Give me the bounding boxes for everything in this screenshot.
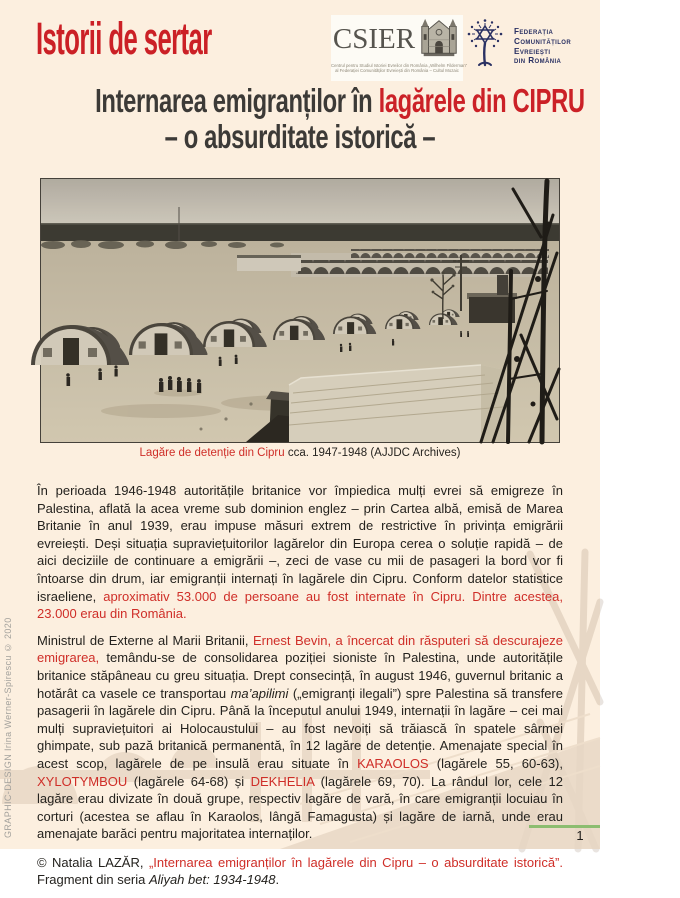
citation-title: „Internarea emigranților în lagărele din Cipru – o absurditate istorică”. bbox=[148, 854, 563, 870]
tree-star-of-david-icon bbox=[462, 19, 508, 74]
citation bbox=[37, 854, 563, 889]
p2-text-d: (lagărele 55, 60-63), bbox=[428, 755, 563, 771]
fcer-line-3: Evreiești bbox=[514, 46, 551, 56]
fcer-logo bbox=[462, 19, 571, 74]
photo-caption bbox=[0, 447, 600, 459]
p2-text-b: temându-se de consolidarea poziției sioniste în Palestina, unde autoritățile britanice stăpâneau cu greu situația. Drept consecință, în august 1946, guvernul britanic a hotărât ca vasele ce transportau bbox=[37, 650, 563, 701]
p2-highlight-karaolos: KARAOLOS bbox=[357, 755, 429, 771]
article-title bbox=[0, 83, 600, 155]
p2-text-e: (lagărele 64-68) și bbox=[127, 773, 251, 789]
p2-highlight-xylotymbou: XYLOTYMBOU bbox=[37, 773, 128, 789]
csier-tagline-1: Centrul pentru Studiul Istoriei Evreilor din România „Wilhelm Filderman” bbox=[331, 63, 468, 68]
photo-caption-source: cca. 1947-1948 (AJJDC Archives) bbox=[284, 447, 461, 459]
synagogue-building-icon bbox=[417, 15, 461, 64]
citation-series: Aliyah bet: 1934-1948 bbox=[149, 872, 276, 888]
designer-credit: GRAPHIC-DESIGN Irina Werner-Spirescu © 2020 bbox=[3, 617, 13, 838]
fcer-line-2: Comunităților bbox=[514, 36, 572, 46]
fcer-line-1: Federația bbox=[514, 27, 554, 37]
p1-highlight-statistics: aproximativ 53.000 de persoane au fost internate în Cipru. Dintre acestea, 23.000 erau din România. bbox=[37, 588, 564, 622]
fcer-name bbox=[514, 27, 571, 65]
title-line1-dark: Internarea emigranților în bbox=[95, 82, 379, 119]
p1-text: În perioada 1946-1948 autoritățile britanice vor împiedica mulți evrei să emigreze în Palestina, aflată la acea vreme sub dominion englez – prin Cartea albă, emisă de Marea Britanie în anul 1939, erau impuse măsuri extrem de restrictive în privința emigrării evreiești. Deși situația supraviețuitorilor lagărelor din Europa cerea o soluție rapidă – de aici deciziile de continuare a emigrării –, zeci de vase cu mii de pasageri la bord vor fi întoarse din drum, iar emigranții internați în lagărele din Cipru. Conform datelor statistice israeliene, bbox=[37, 483, 563, 604]
article-body bbox=[37, 482, 563, 898]
p2-highlight-bevin: Ernest Bevin, a încercat din răsputeri să descurajeze emigrarea, bbox=[37, 632, 563, 666]
p2-text-c: („emigranți ilegali”) spre Palestina să transfere pasagerii în lagărele din Cipru. Până la începutul anului 1949, internații în lagăre – cei mai mulți supraviețuitori ai Holocaustului – au fost nevoiți să trăiască în spatele sârmei ghimpate, sub pază britanică permanentă, în 12 lagăre de detenție. Amenajate special în acest scop, lagărele de pe insulă erau situate în bbox=[37, 685, 563, 771]
citation-period: . bbox=[275, 872, 280, 888]
p2-term-maapilim: ma’apilimi bbox=[230, 685, 289, 701]
p2-text-f: (lagărele 69, 70). La rândul lor, cele 12 lagăre erau divizate în două grupe, respectiv lagăre de vară, în care emigranții locuiau în corturi (acestea se aflau în Karaolos, lângă Famagusta) și lagăre de iarnă, unde erau amenajate barăci pentru majoritatea internaților. bbox=[37, 773, 564, 842]
csier-acronym: CSIER bbox=[332, 22, 416, 55]
page-number: 1 bbox=[576, 828, 584, 843]
title-line1-red: lagărele din CIPRU bbox=[378, 82, 585, 119]
title-line2: – o absurditate istorică – bbox=[164, 118, 436, 155]
citation-text: Fragment din seria bbox=[37, 872, 149, 888]
photo-caption-title: Lagăre de detenție din Cipru bbox=[139, 447, 285, 459]
camp-photo bbox=[40, 178, 560, 443]
paragraph-2 bbox=[37, 632, 563, 843]
csier-logo bbox=[331, 15, 468, 81]
p2-text-a: Ministrul de Externe al Marii Britanii, bbox=[37, 632, 253, 648]
paragraph-1 bbox=[37, 482, 563, 623]
p2-highlight-dekhelia: DEKHELIA bbox=[250, 773, 315, 789]
csier-tagline-2: al Federației Comunităților Evreiești din România – Cultul Mozaic bbox=[335, 68, 459, 73]
citation-author: © Natalia LAZĂR, bbox=[37, 854, 149, 870]
fcer-line-4: din România bbox=[514, 56, 562, 66]
masthead-title: Istorii de sertar bbox=[36, 13, 212, 64]
